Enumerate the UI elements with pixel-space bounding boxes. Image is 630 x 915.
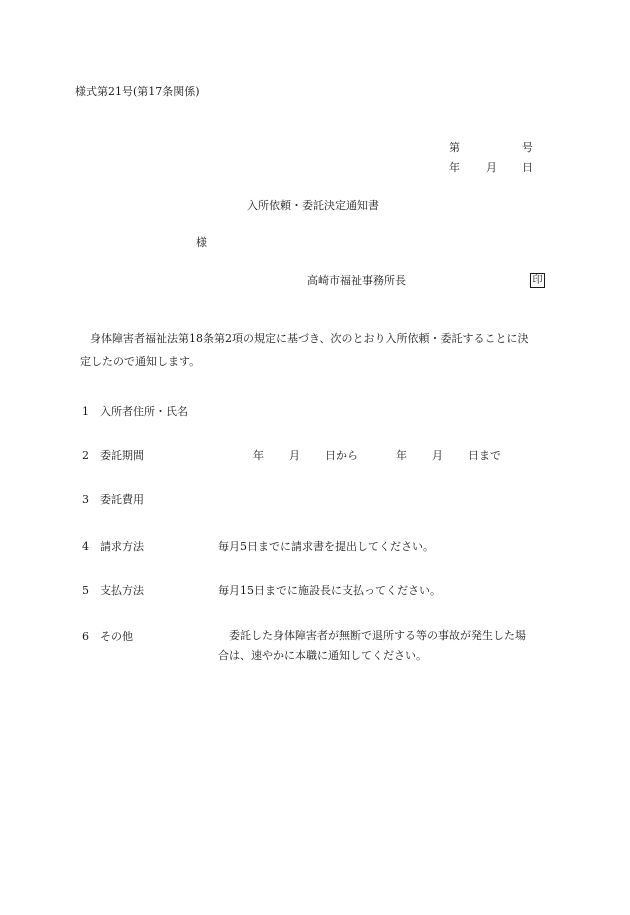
item-6-label: その他 bbox=[100, 630, 133, 643]
form-number-label: 様式第21号(第17条関係) bbox=[75, 85, 200, 98]
date-year: 年 bbox=[449, 161, 460, 174]
body-line-2: 定したので通知します。 bbox=[80, 355, 201, 368]
period-end-day: 日まで bbox=[468, 449, 501, 462]
item-6-number: 6 bbox=[82, 630, 89, 643]
item-1-label: 入所者住所・氏名 bbox=[100, 405, 188, 418]
item-5-number: 5 bbox=[82, 584, 89, 597]
item-6-content bbox=[218, 626, 578, 666]
date-month: 月 bbox=[486, 161, 497, 174]
item-1-number: 1 bbox=[82, 405, 89, 418]
body-paragraph bbox=[80, 327, 560, 373]
date-day: 日 bbox=[522, 161, 533, 174]
item-3-label: 委託費用 bbox=[100, 493, 144, 506]
item-5-content: 毎月15日までに施設長に支払ってください。 bbox=[218, 584, 441, 597]
addressee-suffix: 様 bbox=[196, 236, 207, 249]
body-line-1: 身体障害者福祉法第18条第2項の規定に基づき、次のとおり入所依頼・委託することに決 bbox=[90, 332, 529, 345]
item-4-content: 毎月5日までに請求書を提出してください。 bbox=[218, 540, 434, 553]
item-5-label: 支払方法 bbox=[100, 584, 144, 597]
period-end-month: 月 bbox=[432, 449, 443, 462]
period-start-day: 日から bbox=[325, 449, 358, 462]
item-4-number: 4 bbox=[82, 540, 89, 553]
issuer-name: 高崎市福祉事務所長 bbox=[307, 274, 406, 287]
seal-mark bbox=[530, 273, 545, 288]
item-6-content-line-1: 委託した身体障害者が無断で退所する等の事故が発生した場 bbox=[229, 629, 526, 642]
item-4-label: 請求方法 bbox=[100, 540, 144, 553]
period-start-year: 年 bbox=[253, 449, 264, 462]
item-6-content-line-2: 合は、速やかに本職に通知してください。 bbox=[218, 649, 427, 662]
doc-number-dai: 第 bbox=[449, 141, 460, 154]
item-2-number: 2 bbox=[82, 449, 89, 462]
document-title: 入所依頼・委託決定通知書 bbox=[247, 199, 379, 212]
period-start-month: 月 bbox=[289, 449, 300, 462]
item-3-number: 3 bbox=[82, 493, 89, 506]
doc-number-go: 号 bbox=[522, 141, 533, 154]
period-end-year: 年 bbox=[396, 449, 407, 462]
seal-box: 印 bbox=[530, 273, 545, 288]
item-2-label: 委託期間 bbox=[100, 449, 144, 462]
